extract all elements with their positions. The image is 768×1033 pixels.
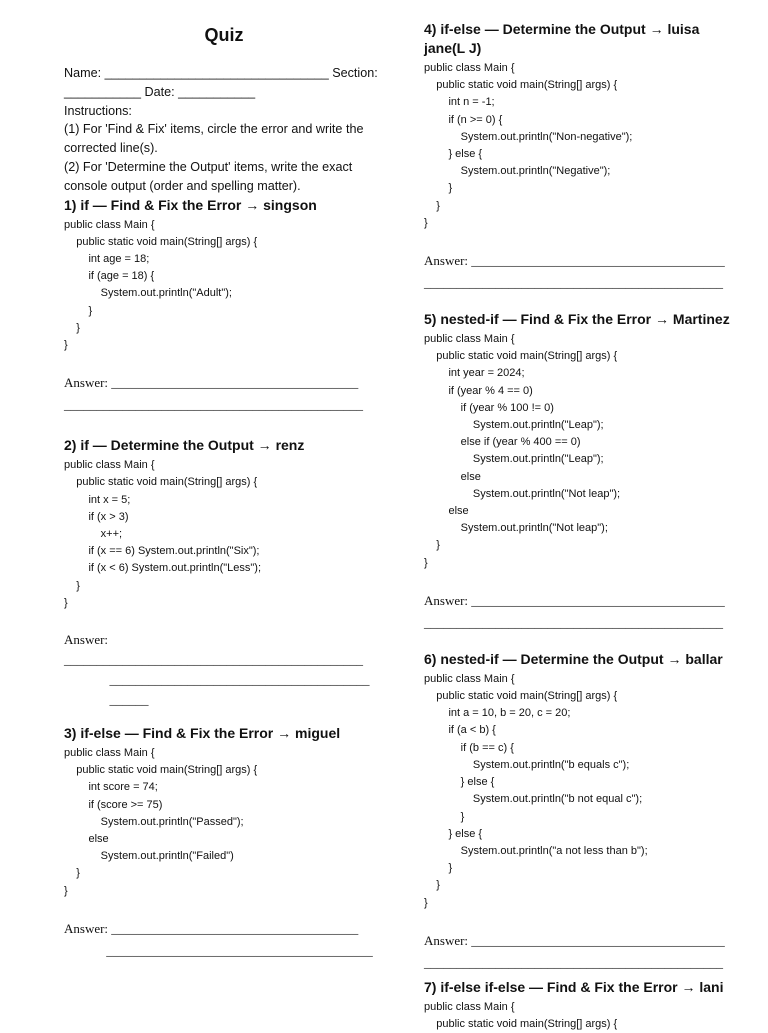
question-7 <box>424 978 734 1033</box>
question-2 <box>64 436 384 710</box>
page-title: Quiz <box>204 25 244 45</box>
right-column <box>424 20 734 1033</box>
instruction-1: (1) For 'Find & Fix' items, circle the error and write the corrected line(s). <box>64 122 364 156</box>
question-5 <box>424 310 734 634</box>
question-3 <box>64 724 384 962</box>
question-3-heading: 3) if-else — Find & Fix the Error → miguel <box>64 725 341 742</box>
date-line: ___________ Date: ___________ <box>64 84 256 99</box>
question-6 <box>424 650 734 974</box>
instruction-2: (2) For 'Determine the Output' items, write the exact console output (order and spelling matter). <box>64 159 353 193</box>
question-6-answer: Answer: _______________________________________ ______________________________________________ <box>424 932 725 970</box>
question-4-code: public class Main { public static void main(String[] args) { int n = -1; if (n >= 0) { System.out.println("Non-negative"); } else { System.out.println("Negative"); } } } <box>424 62 633 229</box>
question-2-heading: 2) if — Determine the Output → renz <box>64 437 305 454</box>
question-3-code: public class Main { public static void main(String[] args) { int score = 74; if (score >= 75) System.out.println("Passed"); else System.out.println("Failed") } } <box>64 747 258 897</box>
question-7-code: public class Main { public static void main(String[] args) { <box>424 1000 618 1030</box>
question-2-code: public class Main { public static void main(String[] args) { int x = 5; if (x > 3) x++; if (x == 6) System.out.println("Six"); if (x < 6) System.out.println("Less"); } } <box>64 459 262 609</box>
question-1 <box>64 196 384 417</box>
instructions-label: Instructions: <box>64 103 132 118</box>
question-1-code: public class Main { public static void main(String[] args) { int age = 18; if (age = 18) { System.out.println("Adult"); } } } <box>64 218 258 351</box>
question-1-answer: Answer: ______________________________________ ______________________________________________ <box>64 375 363 413</box>
question-6-code: public class Main { public static void main(String[] args) { int a = 10, b = 20, c = 20; if (a < b) { if (b == c) { System.out.println("b equals c"); } else { System.out.println("b not equal c"); } } else { System.out.println("a not less than b"); } } } <box>424 672 648 909</box>
question-7-heading: 7) if-else if-else — Find & Fix the Error → lani <box>424 978 724 995</box>
question-4-heading: 4) if-else — Determine the Output → luisa jane(L J) <box>424 21 700 56</box>
question-1-heading: 1) if — Find & Fix the Error → singson <box>64 196 317 213</box>
question-5-heading: 5) nested-if — Find & Fix the Error → Martinez <box>424 311 730 328</box>
question-4-answer: Answer: _______________________________________ ______________________________________________ <box>424 253 725 291</box>
question-4 <box>424 20 734 294</box>
question-5-code: public class Main { public static void main(String[] args) { int year = 2024; if (year % 4 == 0) if (year % 100 != 0) System.out.println("Leap"); else if (year % 400 == 0) System.out.println("Leap"); else System.out.println("Not leap"); else System.out.println("Not leap"); } } <box>424 333 621 569</box>
question-6-heading: 6) nested-if — Determine the Output → ballar <box>424 650 723 667</box>
question-3-answer: Answer: ______________________________________ _________________________________________ <box>64 920 373 958</box>
left-column <box>64 0 384 962</box>
question-2-answer: Answer: ______________________________________________ ________________________________________ ______ <box>64 632 370 708</box>
question-5-answer: Answer: _______________________________________ ______________________________________________ <box>424 592 725 630</box>
name-section-line: Name: ________________________________ Section: <box>64 66 378 80</box>
